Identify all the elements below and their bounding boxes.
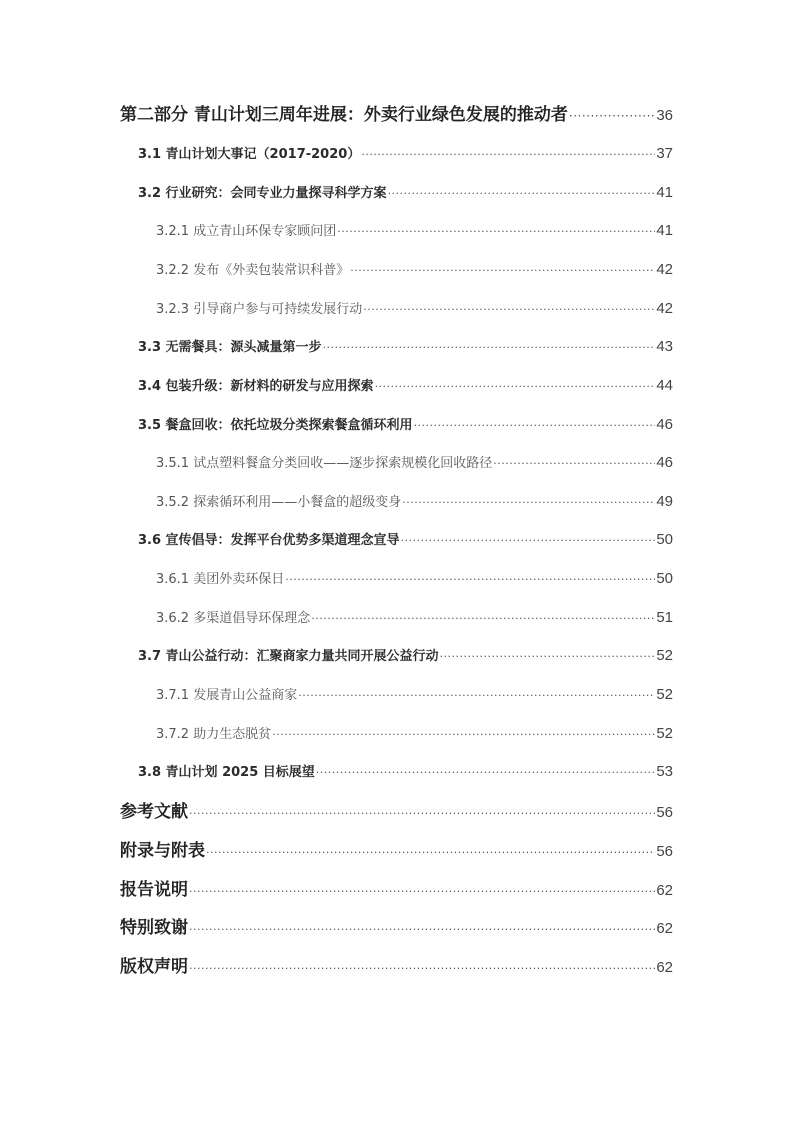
- dot-leader: [363, 303, 655, 316]
- toc-entry-title: 3.2.3 引导商户参与可持续发展行动: [156, 302, 363, 317]
- toc-entry-title: 3.6.1 美团外卖环保日: [156, 572, 285, 587]
- dot-leader: [206, 846, 655, 859]
- toc-entry-page: 36: [656, 107, 673, 124]
- toc-entry-title: 3.1 青山计划大事记（2017-2020）: [138, 147, 361, 162]
- dot-leader: [323, 341, 656, 354]
- toc-entry-3-5-1[interactable]: [156, 452, 673, 471]
- toc-entry-3-6-1[interactable]: [156, 568, 673, 587]
- dot-leader: [189, 807, 655, 820]
- toc-entry-appendix[interactable]: [120, 836, 673, 861]
- toc-entry-title: 3.4 包装升级：新材料的研发与应用探索: [138, 379, 374, 394]
- dot-leader: [569, 109, 655, 123]
- toc-entry-page: 42: [656, 261, 673, 278]
- dot-leader: [189, 923, 655, 936]
- toc-entry-page: 62: [656, 882, 673, 899]
- toc-entry-page: 41: [656, 184, 673, 201]
- toc-entry-page: 62: [656, 959, 673, 976]
- toc-entry-page: 49: [656, 493, 673, 510]
- toc-entry-page: 52: [656, 647, 673, 664]
- toc-entry-3-8[interactable]: [138, 761, 673, 780]
- toc-entry-3-1[interactable]: [138, 143, 673, 162]
- dot-leader: [375, 380, 656, 393]
- toc-entry-page: 51: [656, 609, 673, 626]
- toc-entry-references[interactable]: [120, 797, 673, 822]
- toc-entry-page: 62: [656, 920, 673, 937]
- toc-entry-title: 3.8 青山计划 2025 目标展望: [138, 765, 315, 780]
- dot-leader: [337, 225, 655, 238]
- toc-entry-title: 参考文献: [120, 802, 188, 822]
- toc-entry-3-6-2[interactable]: [156, 607, 673, 626]
- toc-entry-title: 报告说明: [120, 880, 188, 900]
- toc-entry-part2[interactable]: [120, 100, 673, 125]
- dot-leader: [361, 148, 655, 161]
- toc-entry-3-7-1[interactable]: [156, 684, 673, 703]
- toc-entry-3-2-1[interactable]: [156, 220, 673, 239]
- toc-entry-title: 3.7.1 发展青山公益商家: [156, 688, 298, 703]
- toc-entry-title: 3.5.2 探索循环利用——小餐盒的超级变身: [156, 495, 402, 510]
- dot-leader: [440, 650, 656, 663]
- toc-entry-3-4[interactable]: [138, 375, 673, 394]
- toc-entry-title: 3.5 餐盒回收：依托垃圾分类探索餐盒循环利用: [138, 418, 413, 433]
- toc-entry-3-2-3[interactable]: [156, 298, 673, 317]
- dot-leader: [401, 534, 656, 547]
- toc-entry-3-6[interactable]: [138, 529, 673, 548]
- toc-entry-page: 37: [656, 145, 673, 162]
- toc-entry-3-3[interactable]: [138, 336, 673, 355]
- dot-leader: [189, 885, 655, 898]
- dot-leader: [272, 728, 655, 741]
- toc-entry-page: 56: [656, 804, 673, 821]
- toc-entry-title: 3.2 行业研究：会同专业力量探寻科学方案: [138, 186, 387, 201]
- toc-entry-title: 3.2.1 成立青山环保专家顾问团: [156, 224, 337, 239]
- toc-entry-title: 3.7.2 助力生态脱贫: [156, 727, 272, 742]
- toc-entry-page: 50: [656, 531, 673, 548]
- dot-leader: [189, 962, 655, 975]
- toc-entry-3-2[interactable]: [138, 182, 673, 201]
- dot-leader: [414, 419, 656, 432]
- toc-entry-page: 43: [656, 338, 673, 355]
- toc-entry-page: 44: [656, 377, 673, 394]
- dot-leader: [402, 496, 655, 509]
- toc-entry-page: 46: [656, 416, 673, 433]
- dot-leader: [388, 187, 656, 200]
- toc-entry-title: 3.2.2 发布《外卖包装常识科普》: [156, 263, 350, 278]
- toc-entry-title: 3.7 青山公益行动：汇聚商家力量共同开展公益行动: [138, 649, 439, 664]
- dot-leader: [350, 264, 655, 277]
- toc-entry-page: 56: [656, 843, 673, 860]
- dot-leader: [493, 457, 655, 470]
- toc-entry-title: 版权声明: [120, 957, 188, 977]
- toc-entry-title: 3.5.1 试点塑料餐盒分类回收——逐步探索规模化回收路径: [156, 456, 493, 471]
- toc-entry-report-note[interactable]: [120, 875, 673, 900]
- toc-entry-3-7-2[interactable]: [156, 723, 673, 742]
- toc-entry-copyright[interactable]: [120, 952, 673, 977]
- toc-entry-title: 3.3 无需餐具：源头减量第一步: [138, 340, 322, 355]
- toc-entry-title: 附录与附表: [120, 841, 205, 861]
- toc-entry-3-5[interactable]: [138, 414, 673, 433]
- toc-entry-title: 特别致谢: [120, 918, 188, 938]
- toc-entry-title: 3.6 宣传倡导：发挥平台优势多渠道理念宣导: [138, 533, 400, 548]
- dot-leader: [285, 573, 655, 586]
- toc-entry-title: 3.6.2 多渠道倡导环保理念: [156, 611, 311, 626]
- dot-leader: [298, 689, 655, 702]
- toc-entry-page: 52: [656, 725, 673, 742]
- toc-entry-3-2-2[interactable]: [156, 259, 673, 278]
- toc-entry-page: 50: [656, 570, 673, 587]
- toc-entry-3-7[interactable]: [138, 645, 673, 664]
- toc-entry-thanks[interactable]: [120, 913, 673, 938]
- toc-entry-3-5-2[interactable]: [156, 491, 673, 510]
- toc-entry-page: 42: [656, 300, 673, 317]
- dot-leader: [311, 612, 655, 625]
- toc-entry-page: 46: [656, 454, 673, 471]
- dot-leader: [316, 766, 656, 779]
- toc-entry-page: 53: [656, 763, 673, 780]
- toc-entry-title: 第二部分 青山计划三周年进展：外卖行业绿色发展的推动者: [120, 105, 568, 125]
- toc-entry-page: 52: [656, 686, 673, 703]
- toc-entry-page: 41: [656, 222, 673, 239]
